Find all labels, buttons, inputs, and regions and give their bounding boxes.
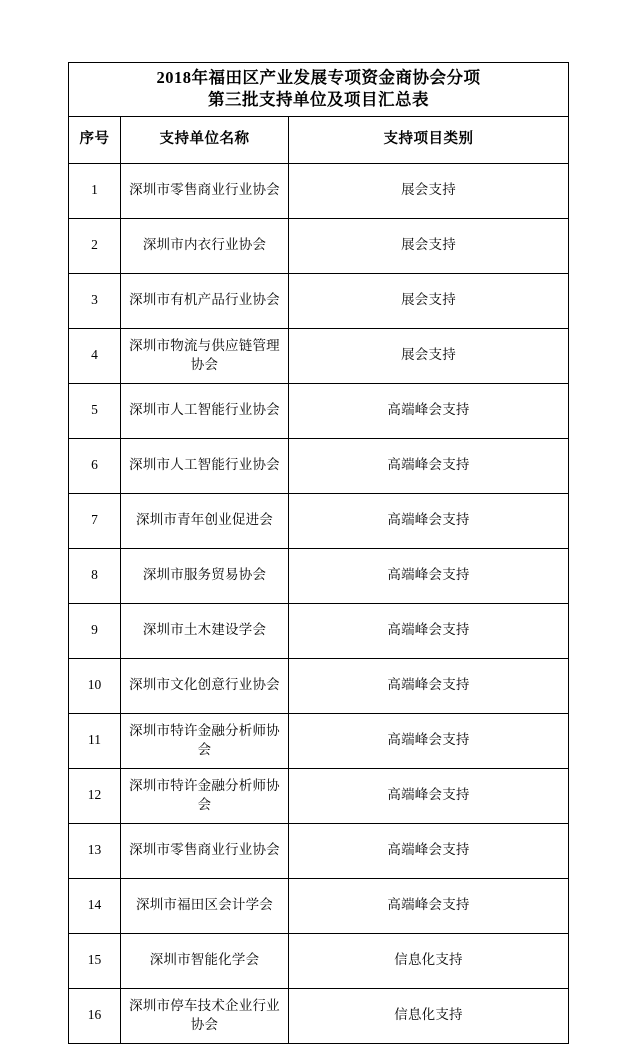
table-row <box>69 658 569 713</box>
title-row <box>69 63 569 117</box>
table-row <box>69 273 569 328</box>
row-unit: 深圳市青年创业促进会 <box>121 493 289 548</box>
row-category: 展会支持 <box>289 328 569 383</box>
row-category: 高端峰会支持 <box>289 438 569 493</box>
column-header-no: 序号 <box>69 116 121 163</box>
summary-table <box>68 62 569 1044</box>
summary-table-container <box>68 62 568 1044</box>
table-row <box>69 768 569 823</box>
row-category: 展会支持 <box>289 163 569 218</box>
row-unit: 深圳市物流与供应链管理协会 <box>121 328 289 383</box>
row-category: 高端峰会支持 <box>289 603 569 658</box>
row-unit: 深圳市智能化学会 <box>121 933 289 988</box>
table-row <box>69 438 569 493</box>
table-row <box>69 603 569 658</box>
row-category: 高端峰会支持 <box>289 878 569 933</box>
row-category: 高端峰会支持 <box>289 383 569 438</box>
table-row <box>69 713 569 768</box>
row-no: 12 <box>69 768 121 823</box>
table-row <box>69 163 569 218</box>
row-no: 16 <box>69 988 121 1043</box>
row-no: 13 <box>69 823 121 878</box>
row-category: 信息化支持 <box>289 933 569 988</box>
title-line-1: 2018年福田区产业发展专项资金商协会分项 <box>156 68 481 87</box>
row-no: 3 <box>69 273 121 328</box>
row-no: 4 <box>69 328 121 383</box>
table-row <box>69 988 569 1043</box>
row-category: 高端峰会支持 <box>289 493 569 548</box>
row-category: 高端峰会支持 <box>289 658 569 713</box>
table-row <box>69 493 569 548</box>
row-category: 信息化支持 <box>289 988 569 1043</box>
header-row <box>69 116 569 163</box>
row-category: 高端峰会支持 <box>289 823 569 878</box>
row-unit: 深圳市文化创意行业协会 <box>121 658 289 713</box>
title-line-2: 第三批支持单位及项目汇总表 <box>208 90 429 110</box>
table-body <box>69 63 569 1044</box>
row-unit: 深圳市人工智能行业协会 <box>121 438 289 493</box>
row-category: 高端峰会支持 <box>289 548 569 603</box>
column-header-category: 支持项目类别 <box>289 116 569 163</box>
row-no: 2 <box>69 218 121 273</box>
row-no: 1 <box>69 163 121 218</box>
document-title <box>69 63 569 117</box>
row-unit: 深圳市停车技术企业行业协会 <box>121 988 289 1043</box>
row-no: 7 <box>69 493 121 548</box>
row-no: 15 <box>69 933 121 988</box>
row-unit: 深圳市特许金融分析师协会 <box>121 713 289 768</box>
table-row <box>69 218 569 273</box>
row-unit: 深圳市零售商业行业协会 <box>121 823 289 878</box>
column-header-unit: 支持单位名称 <box>121 116 289 163</box>
row-category: 高端峰会支持 <box>289 713 569 768</box>
row-no: 10 <box>69 658 121 713</box>
table-row <box>69 383 569 438</box>
row-unit: 深圳市特许金融分析师协会 <box>121 768 289 823</box>
table-row <box>69 548 569 603</box>
row-unit: 深圳市服务贸易协会 <box>121 548 289 603</box>
row-unit: 深圳市零售商业行业协会 <box>121 163 289 218</box>
table-row <box>69 328 569 383</box>
table-row <box>69 933 569 988</box>
row-unit: 深圳市福田区会计学会 <box>121 878 289 933</box>
row-no: 9 <box>69 603 121 658</box>
row-unit: 深圳市土木建设学会 <box>121 603 289 658</box>
row-unit: 深圳市内衣行业协会 <box>121 218 289 273</box>
row-no: 8 <box>69 548 121 603</box>
row-no: 6 <box>69 438 121 493</box>
row-no: 14 <box>69 878 121 933</box>
row-category: 高端峰会支持 <box>289 768 569 823</box>
row-category: 展会支持 <box>289 218 569 273</box>
table-row <box>69 878 569 933</box>
row-no: 11 <box>69 713 121 768</box>
row-no: 5 <box>69 383 121 438</box>
row-unit: 深圳市人工智能行业协会 <box>121 383 289 438</box>
row-category: 展会支持 <box>289 273 569 328</box>
table-row <box>69 823 569 878</box>
row-unit: 深圳市有机产品行业协会 <box>121 273 289 328</box>
